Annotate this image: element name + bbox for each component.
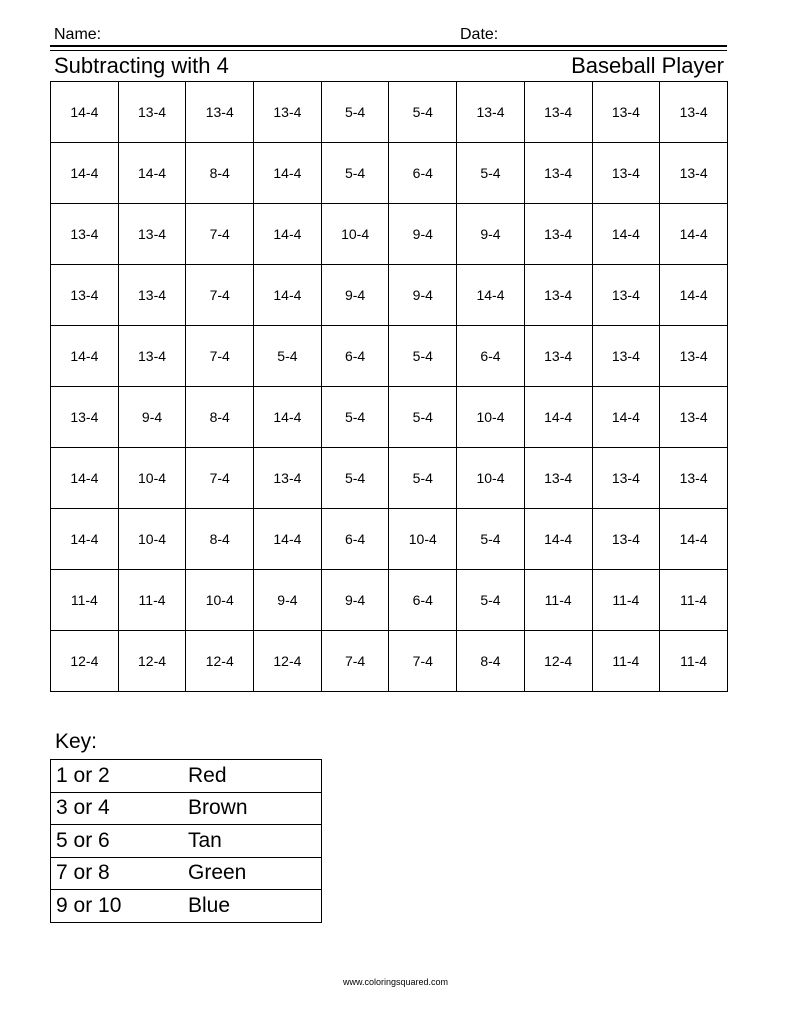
grid-cell: 13-4 (524, 448, 592, 509)
grid-cell: 5-4 (321, 448, 389, 509)
color-key-table (50, 759, 322, 923)
key-color: Green (184, 857, 322, 890)
name-label: Name: (54, 26, 102, 43)
grid-cell: 11-4 (51, 570, 119, 631)
grid-cell: 5-4 (457, 509, 525, 570)
grid-row (51, 631, 728, 692)
footer-site: www.coloringsquared.com (342, 977, 449, 987)
grid-cell: 11-4 (524, 570, 592, 631)
grid-cell: 14-4 (660, 204, 728, 265)
grid-cell: 14-4 (660, 265, 728, 326)
grid-cell: 14-4 (457, 265, 525, 326)
grid-cell: 12-4 (118, 631, 186, 692)
grid-cell: 7-4 (389, 631, 457, 692)
grid-cell: 13-4 (186, 82, 254, 143)
grid-cell: 13-4 (592, 143, 660, 204)
grid-cell: 13-4 (592, 448, 660, 509)
grid-cell: 9-4 (457, 204, 525, 265)
grid-cell: 6-4 (389, 143, 457, 204)
grid-cell: 14-4 (51, 326, 119, 387)
grid-cell: 13-4 (254, 82, 322, 143)
grid-cell: 13-4 (118, 265, 186, 326)
grid-cell: 8-4 (186, 387, 254, 448)
grid-row (51, 204, 728, 265)
grid-row (51, 143, 728, 204)
grid-cell: 13-4 (118, 204, 186, 265)
key-row (51, 825, 322, 858)
grid-cell: 14-4 (51, 448, 119, 509)
grid-cell: 5-4 (321, 82, 389, 143)
header-rule-thick (50, 45, 727, 47)
key-range: 3 or 4 (51, 792, 185, 825)
grid-cell: 10-4 (457, 448, 525, 509)
grid-cell: 5-4 (321, 143, 389, 204)
grid-cell: 8-4 (457, 631, 525, 692)
key-range: 1 or 2 (51, 760, 185, 793)
grid-cell: 11-4 (118, 570, 186, 631)
key-row (51, 760, 322, 793)
grid-cell: 11-4 (592, 631, 660, 692)
grid-cell: 7-4 (321, 631, 389, 692)
grid-cell: 9-4 (254, 570, 322, 631)
key-range: 5 or 6 (51, 825, 185, 858)
grid-cell: 5-4 (389, 82, 457, 143)
grid-cell: 5-4 (254, 326, 322, 387)
grid-cell: 10-4 (457, 387, 525, 448)
picture-title: Baseball Player (571, 53, 724, 78)
grid-cell: 7-4 (186, 326, 254, 387)
grid-row (51, 265, 728, 326)
grid-cell: 10-4 (118, 448, 186, 509)
grid-cell: 5-4 (389, 448, 457, 509)
name-date-line (50, 24, 727, 46)
grid-cell: 13-4 (118, 326, 186, 387)
grid-cell: 14-4 (660, 509, 728, 570)
grid-cell: 5-4 (457, 143, 525, 204)
grid-cell: 9-4 (321, 570, 389, 631)
grid-cell: 11-4 (660, 570, 728, 631)
date-label: Date: (460, 26, 499, 43)
grid-row (51, 570, 728, 631)
grid-row (51, 448, 728, 509)
grid-cell: 13-4 (524, 265, 592, 326)
grid-cell: 9-4 (321, 265, 389, 326)
grid-cell: 11-4 (592, 570, 660, 631)
grid-cell: 9-4 (118, 387, 186, 448)
grid-cell: 14-4 (524, 509, 592, 570)
key-color: Tan (184, 825, 322, 858)
grid-cell: 11-4 (660, 631, 728, 692)
grid-cell: 9-4 (389, 204, 457, 265)
key-color: Brown (184, 792, 322, 825)
grid-cell: 13-4 (51, 265, 119, 326)
grid-cell: 5-4 (321, 387, 389, 448)
grid-cell: 12-4 (524, 631, 592, 692)
grid-cell: 9-4 (389, 265, 457, 326)
grid-cell: 6-4 (321, 326, 389, 387)
key-row (51, 857, 322, 890)
grid-cell: 7-4 (186, 448, 254, 509)
grid-cell: 13-4 (51, 387, 119, 448)
grid-cell: 14-4 (254, 509, 322, 570)
grid-row (51, 387, 728, 448)
grid-cell: 13-4 (592, 82, 660, 143)
key-row (51, 792, 322, 825)
key-range: 7 or 8 (51, 857, 185, 890)
grid-cell: 10-4 (321, 204, 389, 265)
page-title: Subtracting with 4 (54, 53, 229, 78)
grid-cell: 14-4 (592, 387, 660, 448)
grid-cell: 14-4 (254, 204, 322, 265)
grid-cell: 6-4 (389, 570, 457, 631)
grid-cell: 13-4 (254, 448, 322, 509)
grid-cell: 14-4 (254, 387, 322, 448)
grid-cell: 14-4 (592, 204, 660, 265)
grid-cell: 13-4 (524, 143, 592, 204)
grid-cell: 5-4 (389, 326, 457, 387)
grid-cell: 13-4 (660, 82, 728, 143)
grid-cell: 7-4 (186, 204, 254, 265)
grid-cell: 8-4 (186, 143, 254, 204)
grid-cell: 13-4 (524, 82, 592, 143)
grid-cell: 14-4 (254, 143, 322, 204)
grid-cell: 14-4 (51, 143, 119, 204)
key-label: Key: (55, 730, 98, 753)
key-color: Red (184, 760, 322, 793)
grid-cell: 6-4 (457, 326, 525, 387)
key-color: Blue (184, 890, 322, 923)
grid-cell: 10-4 (389, 509, 457, 570)
grid-cell: 12-4 (51, 631, 119, 692)
grid-cell: 13-4 (457, 82, 525, 143)
grid-cell: 12-4 (186, 631, 254, 692)
grid-row (51, 326, 728, 387)
grid-cell: 5-4 (457, 570, 525, 631)
grid-cell: 13-4 (524, 204, 592, 265)
grid-cell: 12-4 (254, 631, 322, 692)
grid-cell: 13-4 (660, 326, 728, 387)
grid-cell: 13-4 (524, 326, 592, 387)
key-row (51, 890, 322, 923)
grid-cell: 7-4 (186, 265, 254, 326)
grid-row (51, 509, 728, 570)
grid-cell: 10-4 (186, 570, 254, 631)
grid-cell: 14-4 (118, 143, 186, 204)
grid-cell: 13-4 (592, 509, 660, 570)
grid-cell: 13-4 (592, 326, 660, 387)
grid-cell: 13-4 (118, 82, 186, 143)
grid-cell: 14-4 (524, 387, 592, 448)
grid-cell: 14-4 (254, 265, 322, 326)
grid-cell: 13-4 (660, 448, 728, 509)
grid-cell: 8-4 (186, 509, 254, 570)
grid-cell: 13-4 (592, 265, 660, 326)
grid-cell: 6-4 (321, 509, 389, 570)
key-range: 9 or 10 (51, 890, 185, 923)
problem-grid (50, 81, 728, 692)
grid-cell: 10-4 (118, 509, 186, 570)
grid-cell: 13-4 (51, 204, 119, 265)
grid-cell: 13-4 (660, 387, 728, 448)
header-rule-thin (50, 50, 727, 51)
grid-cell: 5-4 (389, 387, 457, 448)
grid-row (51, 82, 728, 143)
grid-cell: 13-4 (660, 143, 728, 204)
grid-cell: 14-4 (51, 82, 119, 143)
grid-cell: 14-4 (51, 509, 119, 570)
